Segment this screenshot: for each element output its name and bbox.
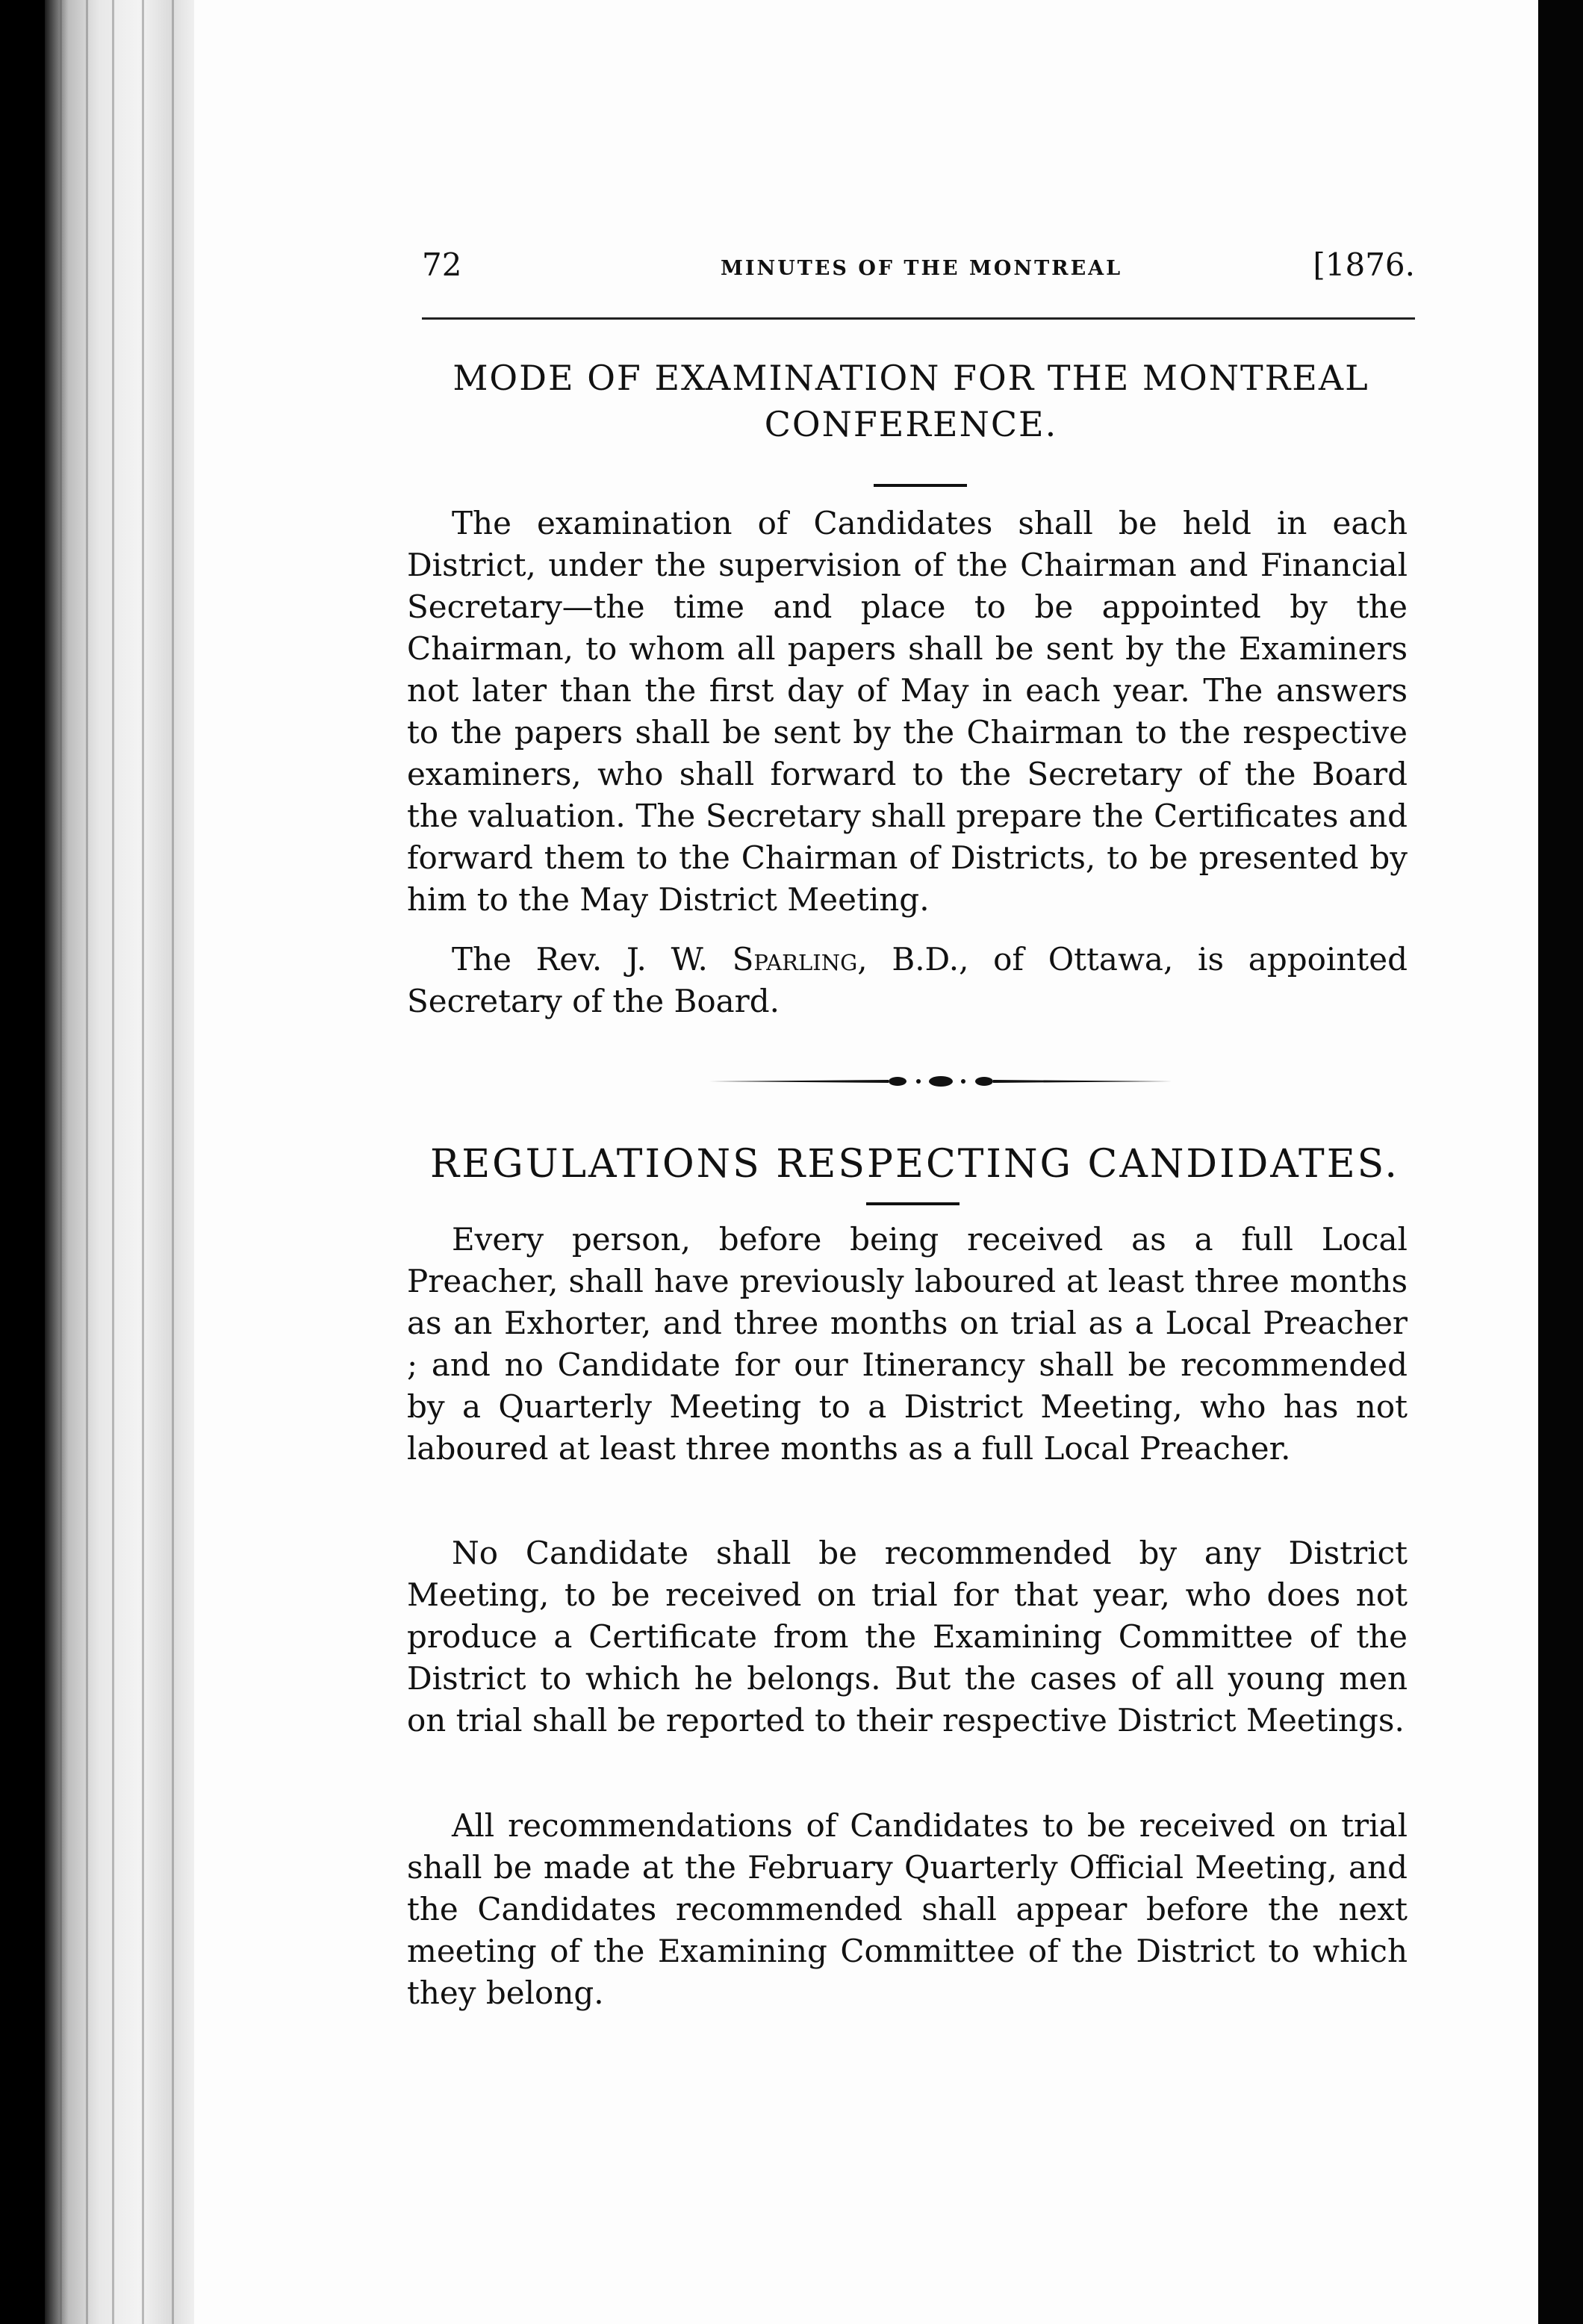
heading-underline-2 bbox=[866, 1202, 960, 1205]
header-rule bbox=[422, 317, 1415, 320]
section-heading-regulations: REGULATIONS RESPECTING CANDIDATES. bbox=[430, 1142, 1399, 1187]
page-content bbox=[407, 246, 1415, 2011]
running-year: [1876. bbox=[1313, 246, 1415, 283]
appointment-before: The Rev. J. W. bbox=[452, 941, 733, 978]
paragraph-examination: The examination of Candidates shall be held in each District, under the supervision of the Chairman and Financial Secretary—the time and place to be appointed by the Chairman, to whom all papers shall be sent by the Examiners not later than the first day of May in each year. The answers to the papers shall be sent by the Chairman to the respective examiners, who shall forward to the Secretary of the Board the valuation. The Secretary shall prepare the Certificates and forward them to the Chairman of Districts, to be presented by him to the May District Meeting. bbox=[407, 505, 1408, 918]
running-head bbox=[407, 246, 1415, 291]
paragraph-appointment bbox=[407, 939, 1408, 1022]
page-number: 72 bbox=[422, 246, 462, 283]
paragraph-regulations-2: No Candidate shall be recommended by any District Meeting, to be received on trial for that year, who does not produce a Certificate from the Examining Committee of the District to which he belongs. But the cases of all young men on trial shall be reported to their respective District Meetings. bbox=[407, 1535, 1408, 1739]
scan-border-right bbox=[1538, 0, 1583, 2324]
ornamental-divider bbox=[709, 1071, 1172, 1092]
paragraph-regulations-3: All recommendations of Candidates to be received on trial shall be made at the February Quarterly Official Meeting, and the Candidates recommended shall appear before the next meeting of the Examining Committee of the District to which they belong. bbox=[407, 1807, 1408, 2011]
appointment-after: , B.D., of Ottawa, is appointed Secretary of the Board. bbox=[407, 941, 1408, 1019]
section-heading-examination bbox=[407, 355, 1415, 447]
appointment-name: Sparling bbox=[732, 941, 858, 978]
heading-line-2: CONFERENCE. bbox=[764, 404, 1058, 444]
paragraph-regulations-1: Every person, before being received as a full Local Preacher, shall have previously laboured at least three months as an Exhorter, and three months on trial as a Local Preacher ; and no Candidate for our Itinerancy shall be recommended by a Quarterly Meeting to a District Meeting, who has not laboured at least three months as a full Local Preacher. bbox=[407, 1221, 1408, 1467]
book-page-edges bbox=[45, 0, 202, 2324]
running-title: MINUTES OF THE MONTREAL bbox=[721, 257, 1123, 280]
heading-line-1: MODE OF EXAMINATION FOR THE MONTREAL bbox=[452, 358, 1369, 398]
heading-underline bbox=[874, 484, 967, 487]
